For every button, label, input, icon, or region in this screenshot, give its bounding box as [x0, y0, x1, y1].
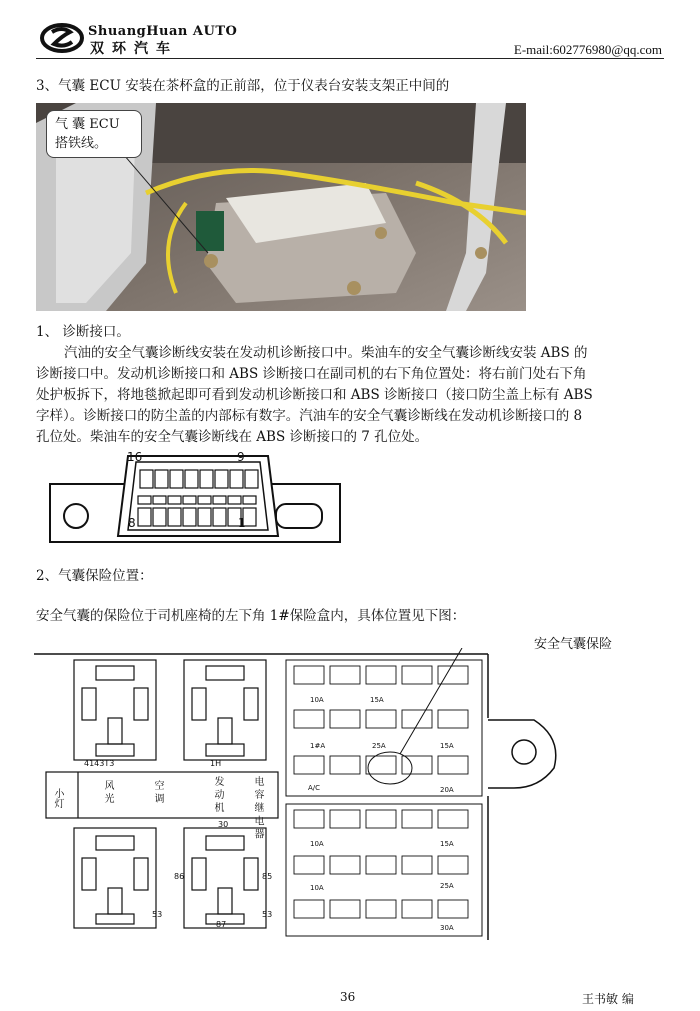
callout-line-1: 气 囊 ECU	[55, 117, 120, 132]
fuse-rating: 10A	[310, 696, 324, 704]
relay-left-name: 4143T3	[84, 759, 115, 768]
fuse-rating: 30A	[440, 924, 454, 932]
relay-right-name: 1H	[210, 759, 222, 768]
pin-label-16: 16	[127, 450, 143, 464]
pin-label-9: 9	[237, 450, 245, 464]
diagnostic-line-5: 孔位处。柴油车的安全气囊诊断线在 ABS 诊断接口的 7 孔位处。	[36, 429, 429, 445]
fuse-rating: 20A	[440, 786, 454, 794]
header-rule	[36, 58, 664, 59]
author-credit: 王书敏 编	[582, 992, 634, 1006]
fuse-rating: A/C	[308, 784, 321, 792]
diagnostic-heading: 1、 诊断接口。	[36, 324, 130, 340]
legend-col-4: 电 容 继 电 器	[252, 776, 263, 839]
fuse-box-diagram	[34, 648, 624, 940]
fuse-rating: 1#A	[310, 742, 326, 750]
diagnostic-line-4: 字样）。诊断接口的防尘盖的内部标有数字。汽油车的安全气囊诊断线在发动机诊断接口的 8	[36, 408, 583, 424]
fuse-rating: 15A	[440, 742, 454, 750]
page-number: 36	[340, 990, 356, 1004]
legend-left: 小灯	[52, 788, 63, 808]
relay-num-87: 87	[216, 920, 227, 929]
fuse-rating: 25A	[440, 882, 454, 890]
legend-col-3: 发 动 机	[212, 776, 223, 813]
fuse-rating: 15A	[370, 696, 384, 704]
legend-col-1: 风 光	[102, 780, 113, 804]
section3-text: 3、气囊 ECU 安装在茶杯盒的正前部，位于仪表台安装支架正中间的	[36, 78, 450, 94]
fuse-rating: 10A	[310, 840, 324, 848]
relay-num-85: 85	[262, 872, 273, 881]
header-email: E-mail:602776980@qq.com	[513, 42, 662, 57]
diagnostic-line-3: 处护板拆下，将地毯掀起即可看到发动机诊断接口和 ABS 诊断接口（接口防尘盖上标有 ABS	[36, 387, 593, 403]
legend-col-2: 空 调	[152, 780, 163, 804]
airbag-fuse-callout: 安全气囊保险	[534, 637, 613, 652]
relay-num-53b: 53	[262, 910, 273, 919]
relay-num-30: 30	[218, 820, 229, 829]
ecu-ground-callout	[46, 110, 142, 158]
pin-label-1: 1	[238, 516, 246, 530]
relay-num-86: 86	[174, 872, 185, 881]
pin-label-8: 8	[128, 516, 136, 530]
obd-connector-diagram	[48, 448, 344, 548]
brand-logo-icon	[40, 22, 84, 54]
brand-name-en: ShuangHuan AUTO	[88, 24, 238, 39]
fuse-rating: 10A	[310, 884, 324, 892]
fuse-heading: 2、气囊保险位置：	[36, 568, 153, 584]
fuse-rating: 15A	[440, 840, 454, 848]
callout-line-2: 搭铁线。	[55, 136, 108, 151]
relay-num-53a: 53	[152, 910, 163, 919]
brand-name-cn: 双环汽车	[90, 41, 178, 57]
fuse-text: 安全气囊的保险位于司机座椅的左下角 1#保险盒内，具体位置见下图：	[36, 608, 466, 624]
diagnostic-line-1: 汽油的安全气囊诊断线安装在发动机诊断接口中。柴油车的安全气囊诊断线安装 ABS 的	[64, 345, 588, 361]
fuse-rating: 25A	[372, 742, 386, 750]
diagnostic-line-2: 诊断接口中。发动机诊断接口和 ABS 诊断接口在副司机的右下角位置处：将右前门处右下角	[36, 366, 587, 382]
